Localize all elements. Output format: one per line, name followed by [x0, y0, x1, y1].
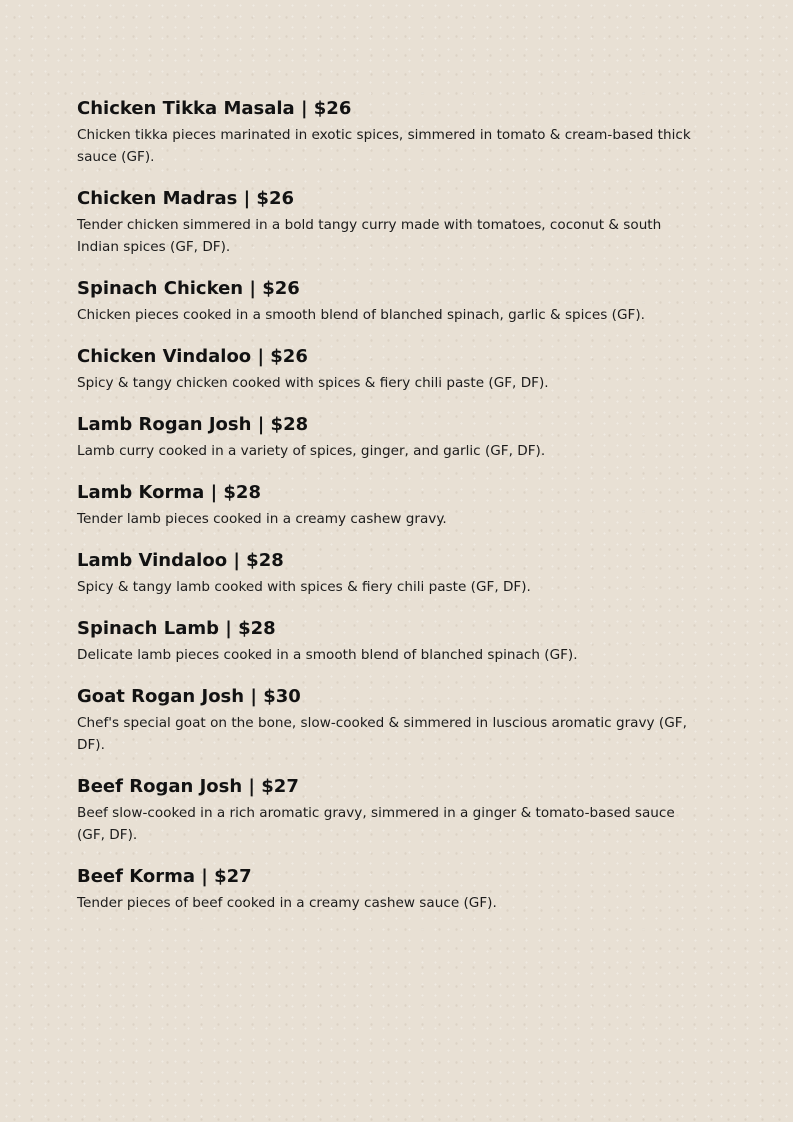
item-title: Chicken Tikka Masala | $26: [77, 98, 352, 119]
item-description: Beef slow-cooked in a rich aromatic gravy, simmered in a ginger & tomato-based sauce (GF, DF).: [77, 805, 675, 843]
menu-item-chicken-vindaloo: [77, 344, 707, 394]
menu-item-lamb-rogan-josh: [77, 412, 707, 462]
item-description: Spicy & tangy lamb cooked with spices & fiery chili paste (GF, DF).: [77, 579, 531, 595]
menu-item-spinach-lamb: [77, 616, 707, 666]
item-description: Chicken pieces cooked in a smooth blend of blanched spinach, garlic & spices (GF).: [77, 307, 645, 323]
menu-item-beef-korma: [77, 864, 707, 914]
item-description: Delicate lamb pieces cooked in a smooth blend of blanched spinach (GF).: [77, 647, 578, 663]
menu-item-chicken-tikka-masala: [77, 96, 707, 168]
item-description: Tender chicken simmered in a bold tangy curry made with tomatoes, coconut & south Indian spices (GF, DF).: [77, 217, 662, 255]
item-title: Chicken Madras | $26: [77, 188, 295, 209]
menu-item-goat-rogan-josh: [77, 684, 707, 756]
item-title: Lamb Korma | $28: [77, 482, 261, 503]
item-description: Tender lamb pieces cooked in a creamy cashew gravy.: [77, 511, 447, 527]
item-description: Tender pieces of beef cooked in a creamy cashew sauce (GF).: [77, 895, 497, 911]
menu-item-beef-rogan-josh: [77, 774, 707, 846]
item-description: Chef's special goat on the bone, slow-cooked & simmered in luscious aromatic gravy (GF, DF).: [77, 715, 687, 753]
menu-item-spinach-chicken: [77, 276, 707, 326]
item-title: Beef Korma | $27: [77, 866, 252, 887]
item-title: Spinach Lamb | $28: [77, 618, 276, 639]
item-description: Spicy & tangy chicken cooked with spices & fiery chili paste (GF, DF).: [77, 375, 549, 391]
item-description: Chicken tikka pieces marinated in exotic spices, simmered in tomato & cream-based thick sauce (GF).: [77, 127, 691, 165]
item-title: Lamb Rogan Josh | $28: [77, 414, 309, 435]
menu-item-chicken-madras: [77, 186, 707, 258]
menu-item-lamb-vindaloo: [77, 548, 707, 598]
menu-item-lamb-korma: [77, 480, 707, 530]
item-title: Goat Rogan Josh | $30: [77, 686, 301, 707]
item-title: Lamb Vindaloo | $28: [77, 550, 284, 571]
item-description: Lamb curry cooked in a variety of spices, ginger, and garlic (GF, DF).: [77, 443, 546, 459]
item-title: Chicken Vindaloo | $26: [77, 346, 308, 367]
item-title: Beef Rogan Josh | $27: [77, 776, 299, 797]
item-title: Spinach Chicken | $26: [77, 278, 300, 299]
menu-list: [77, 96, 707, 932]
